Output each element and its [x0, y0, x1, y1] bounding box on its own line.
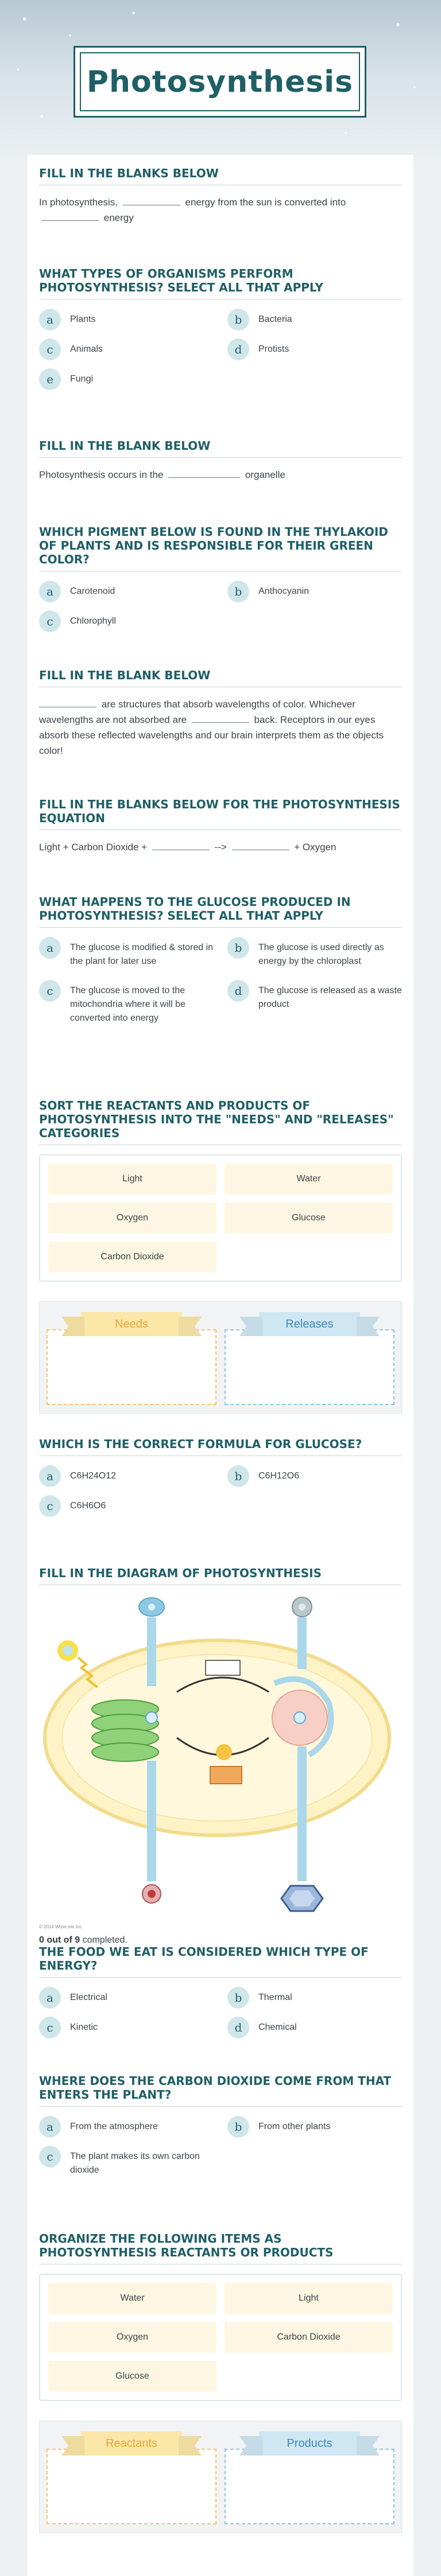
option-c[interactable]: c Kinetic — [39, 2017, 214, 2038]
question-title: FILL IN THE BLANKS BELOW FOR THE PHOTOSYNTHESIS EQUATION — [39, 797, 402, 830]
water-arrow — [147, 1617, 156, 1686]
question-title: SORT THE REACTANTS AND PRODUCTS OF PHOTOSYNTHESIS INTO THE "NEEDS" AND "RELEASES" CATEGORIES — [39, 1099, 402, 1145]
draggable-item[interactable]: Oxygen — [48, 1203, 216, 1233]
option-c[interactable]: c C6H6O6 — [39, 1495, 214, 1517]
question-title: FILL IN THE BLANKS BELOW — [39, 166, 402, 185]
option-b[interactable]: b From other plants — [227, 2116, 402, 2138]
draggable-item[interactable]: Light — [225, 2283, 393, 2314]
question-12 — [39, 2074, 402, 2177]
releases-label: Releases — [259, 1312, 360, 1336]
oxygen-icon — [142, 1885, 161, 1903]
question-title: WHICH IS THE CORRECT FORMULA FOR GLUCOSE? — [39, 1437, 402, 1456]
draggable-item[interactable]: Glucose — [225, 1203, 393, 1233]
question-8 — [39, 1099, 402, 1414]
options-list — [39, 581, 402, 632]
glucose-hexagon-icon — [281, 1886, 323, 1911]
option-c[interactable]: c The plant makes its own carbon dioxide — [39, 2146, 214, 2177]
option-b[interactable]: b The glucose is used directly as energy by the chloroplast — [227, 937, 402, 968]
sugar-box-icon — [210, 1766, 242, 1784]
option-a[interactable]: a Electrical — [39, 1987, 214, 2009]
page-title: Photosynthesis — [86, 64, 354, 99]
question-title: WHAT HAPPENS TO THE GLUCOSE PRODUCED IN PHOTOSYNTHESIS? SELECT ALL THAT APPLY — [39, 895, 402, 928]
products-label: Products — [259, 2431, 360, 2456]
option-e[interactable]: e Fungi — [39, 368, 214, 390]
progress-text: 0 out of 9 completed. — [39, 1935, 127, 1945]
option-c[interactable]: c Animals — [39, 338, 214, 360]
draggable-item[interactable]: Carbon Dioxide — [225, 2322, 393, 2353]
blank-input[interactable] — [41, 211, 99, 221]
blank-input[interactable] — [123, 195, 180, 205]
photosynthesis-diagram — [39, 1594, 402, 1921]
question-7 — [39, 895, 402, 1025]
atp-box — [206, 1660, 240, 1675]
question-title: WHERE DOES THE CARBON DIOXIDE COME FROM THAT ENTERS THE PLANT? — [39, 2074, 402, 2107]
blank-input[interactable] — [152, 840, 210, 850]
question-title: ORGANIZE THE FOLLOWING ITEMS AS PHOTOSYNTHESIS REACTANTS OR PRODUCTS — [39, 2232, 402, 2264]
blank-input[interactable] — [168, 468, 240, 478]
option-a[interactable]: a C6H24O12 — [39, 1465, 214, 1487]
option-d[interactable]: d The glucose is released as a waste product — [227, 980, 402, 1025]
options-list — [39, 309, 402, 390]
question-2 — [39, 267, 402, 390]
draggable-item[interactable]: Glucose — [48, 2361, 216, 2392]
title-banner — [74, 46, 366, 118]
products-bin[interactable] — [225, 2431, 394, 2524]
draggable-item[interactable]: Carbon Dioxide — [48, 1242, 216, 1273]
question-text: In photosynthesis, energy from the sun is converted into energy — [39, 194, 402, 225]
reactants-bin[interactable] — [47, 2431, 216, 2524]
gas-molecule-icon — [292, 1597, 312, 1617]
sort-bins — [39, 1301, 402, 1414]
needs-label: Needs — [81, 1312, 182, 1336]
needs-bin[interactable] — [47, 1312, 216, 1405]
question-title: FILL IN THE DIAGRAM OF PHOTOSYNTHESIS — [39, 1566, 402, 1585]
question-text: are structures that absorb wavelengths of color. Whichever wavelengths are not absorbed are back. Receptors in our eyes absorb these reflected wavelengths and our brain interprets them as the objects color! — [39, 696, 402, 758]
question-5 — [39, 668, 402, 758]
draggable-item[interactable]: Light — [48, 1164, 216, 1194]
option-b[interactable]: b Bacteria — [227, 309, 402, 330]
question-11 — [39, 1945, 402, 2038]
question-3 — [39, 439, 402, 482]
question-title: WHICH PIGMENT BELOW IS FOUND IN THE THYLAKOID OF PLANTS AND IS RESPONSIBLE FOR THEIR GREEN COLOR? — [39, 525, 402, 571]
worksheet-content — [28, 155, 413, 2576]
diagram-credit: © 2014 Wizer.me Inc. — [39, 1924, 83, 1929]
question-10 — [39, 1566, 402, 1945]
question-title: THE FOOD WE EAT IS CONSIDERED WHICH TYPE OF ENERGY? — [39, 1945, 402, 1978]
question-text: Light + Carbon Dioxide + --> + Oxygen — [39, 839, 402, 855]
sort-bins — [39, 2421, 402, 2533]
options-list — [39, 1465, 402, 1517]
question-9 — [39, 1437, 402, 1517]
option-d[interactable]: d Protists — [227, 338, 402, 360]
reactants-label: Reactants — [81, 2431, 182, 2456]
draggable-item[interactable]: Water — [225, 1164, 393, 1194]
option-c[interactable]: c Chlorophyll — [39, 610, 214, 632]
option-b[interactable]: b Thermal — [227, 1987, 402, 2009]
option-a[interactable]: a The glucose is modified & stored in the plant for later use — [39, 937, 214, 968]
option-c[interactable]: c The glucose is moved to the mitochondria where it will be converted into energy — [39, 980, 214, 1025]
options-list — [39, 2116, 402, 2177]
option-b[interactable]: b Anthocyanin — [227, 581, 402, 602]
question-text: Photosynthesis occurs in the organelle — [39, 467, 402, 482]
question-title: WHAT TYPES OF ORGANISMS PERFORM PHOTOSYNTHESIS? SELECT ALL THAT APPLY — [39, 267, 402, 299]
question-6 — [39, 797, 402, 855]
sort-items — [39, 2274, 402, 2401]
option-b[interactable]: b C6H12O6 — [227, 1465, 402, 1487]
question-title: FILL IN THE BLANK BELOW — [39, 668, 402, 687]
options-list — [39, 937, 402, 1025]
options-list — [39, 1987, 402, 2038]
draggable-item[interactable]: Oxygen — [48, 2322, 216, 2353]
gas-arrow — [297, 1617, 307, 1669]
question-title: FILL IN THE BLANK BELOW — [39, 439, 402, 458]
blank-input[interactable] — [39, 697, 96, 707]
releases-bin[interactable] — [225, 1312, 394, 1405]
option-a[interactable]: a Plants — [39, 309, 214, 330]
oxygen-arrow — [147, 1761, 156, 1881]
blank-input[interactable] — [232, 840, 289, 850]
blank-input[interactable] — [192, 713, 249, 723]
option-a[interactable]: a From the atmosphere — [39, 2116, 214, 2138]
sort-items — [39, 1154, 402, 1282]
option-a[interactable]: a Carotenoid — [39, 581, 214, 602]
option-d[interactable]: d Chemical — [227, 2017, 402, 2038]
energy-burst-icon — [216, 1744, 232, 1760]
water-drop-icon — [139, 1598, 164, 1616]
question-4 — [39, 525, 402, 632]
draggable-item[interactable]: Water — [48, 2283, 216, 2314]
question-13 — [39, 2232, 402, 2533]
question-1 — [39, 166, 402, 225]
glucose-arrow — [297, 1746, 307, 1881]
